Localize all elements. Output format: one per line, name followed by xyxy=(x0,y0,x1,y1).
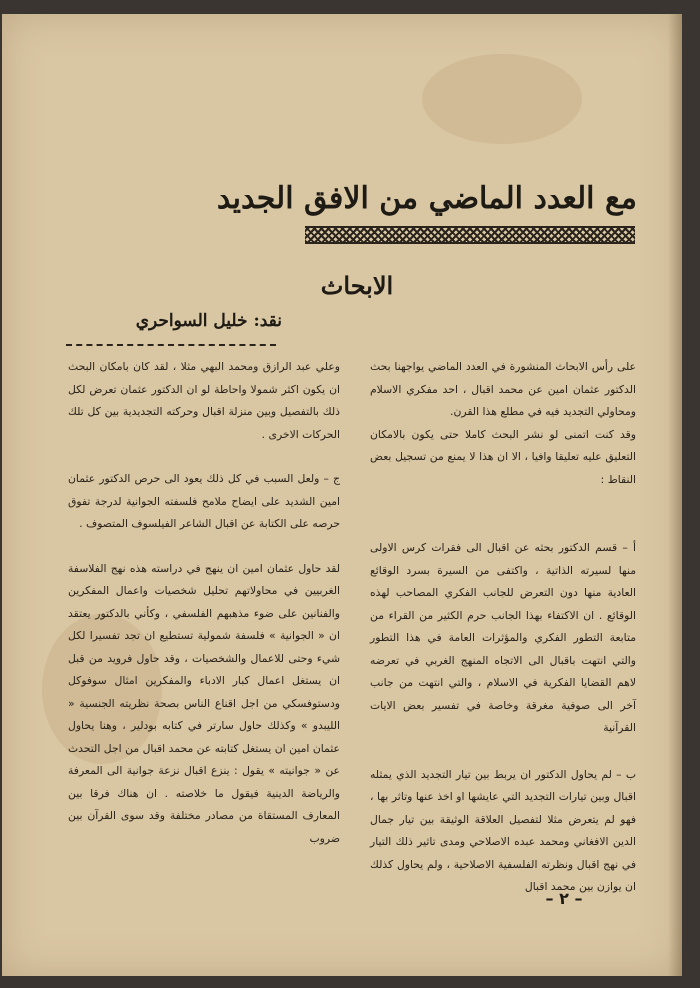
paragraph: ج – ولعل السبب في كل ذلك يعود الى حرص الدكتور عثمان امين الشديد على ايضاح ملامح فلسفته الجوانية لدرجة تفوق حرصه على الكتابة عن اقبال الشاعر الفيلسوف المتصوف . xyxy=(68,472,340,530)
article-column-right xyxy=(370,356,636,899)
critic-byline: نقد: خليل السواحري xyxy=(135,311,282,331)
byline-divider xyxy=(66,344,276,346)
paragraph: لقد حاول عثمان امين ان ينهج في دراسته هذه نهج الفلاسفة الغربيين في محاولاتهم تحليل شخصيات واعمال المفكرين والفنانين على ضوء مذهبهم الفلسفي ، وكأني بالدكتور يعتقد ان « الجوانية » فلسفة شمولية تستطيع ان تجد تفسيرا لكل شيء وحتى للاعمال والشخصيات ، وقد حاول فرويد من قبل ان يستغل اعمال كبار الادباء والمفكرين امثال سوفوكل ودستوفسكي من اجل اقناع الناس بصحة نظريته الجنسية « الليبدو » وكذلك حاول سارتر في كتابه بودلير ، وهنا يحاول عثمان امين ان يستغل كتابته عن محمد اقبال من اجل التحدث عن « جوانيته » يقول : ينزع اقبال نزعة جوانية الى المعرفة والرياضة الدينية فيقول ما خلاصته . ان هناك فرقا بين المعارف المستقاة من مصادر مختلفة وقد سوى القرآن بين ضروب xyxy=(68,561,340,845)
magazine-section-header: مع العدد الماضي من الافق الجديد xyxy=(216,181,637,216)
paragraph: وقد كنت اتمنى لو نشر البحث كاملا حتى يكون بالامكان التعليق عليه تعليقا وافيا ، الا ان هذا لا يمنع من تسجيل بعض النقاط : xyxy=(370,427,636,486)
paragraph: على رأس الابحاث المنشورة في العدد الماضي يواجهنا بحث الدكتور عثمان امين عن محمد اقبال ، احد مفكري الاسلام ومحاولي التجديد فيه في مطلع هذا القرن. xyxy=(370,360,636,418)
document-page xyxy=(2,14,682,976)
paragraph: أ – قسم الدكتور بحثه عن اقبال الى فقرات كرس الاولى منها لسيرته الذاتية ، واكتفى من السيرة بسرد الوقائع العادية منها دون التعرض للجانب الفكري المصاحب لهذه الوقائع . ان الاكتفاء بهذا الجانب حرم الكثير من القراء من متابعة التطور الفكري والمؤثرات العامة في هذا التطور والتي انتهت باقبال الى الاتجاه المنهج الغربي في تعرضه لاهم القضايا الفكرية في الاسلام ، والتي انتهت من جانب آخر الى صوفية مغرقة وخاصة في تفسير بعض الايات القرآنية xyxy=(370,541,636,734)
article-column-left xyxy=(68,356,340,850)
paragraph: ب – لم يحاول الدكتور ان يربط بين تيار التجديد الذي يمثله اقبال وبين تيارات التجديد التي عايشها او اخذ عنها وتاثر بها ، فهو لم يتعرض مثلا لتفصيل العلاقة الوثيقة بين تيار جمال الدين الافغاني ومحمد عبده الاصلاحي ومدى تاثير ذلك التيار في نهج اقبال ونظرته الفلسفية الاصلاحية ، ولم يحاول كذلك ان يوازن بين محمد اقبال xyxy=(370,767,636,893)
page-number: – ٢ – xyxy=(545,889,583,908)
header-ornament-band xyxy=(305,226,635,244)
section-title: الابحاث xyxy=(320,271,394,300)
paper-stain xyxy=(422,54,582,144)
paragraph: وعلي عبد الرازق ومحمد البهي مثلا ، لقد كان بامكان البحث ان يكون اكثر شمولا واحاطة لو ان الدكتور عثمان تعرض لكل ذلك بالتفصيل وبين منزلة اقبال وحركته التجديدية بين كل تلك الحركات الاخرى . xyxy=(68,360,340,441)
